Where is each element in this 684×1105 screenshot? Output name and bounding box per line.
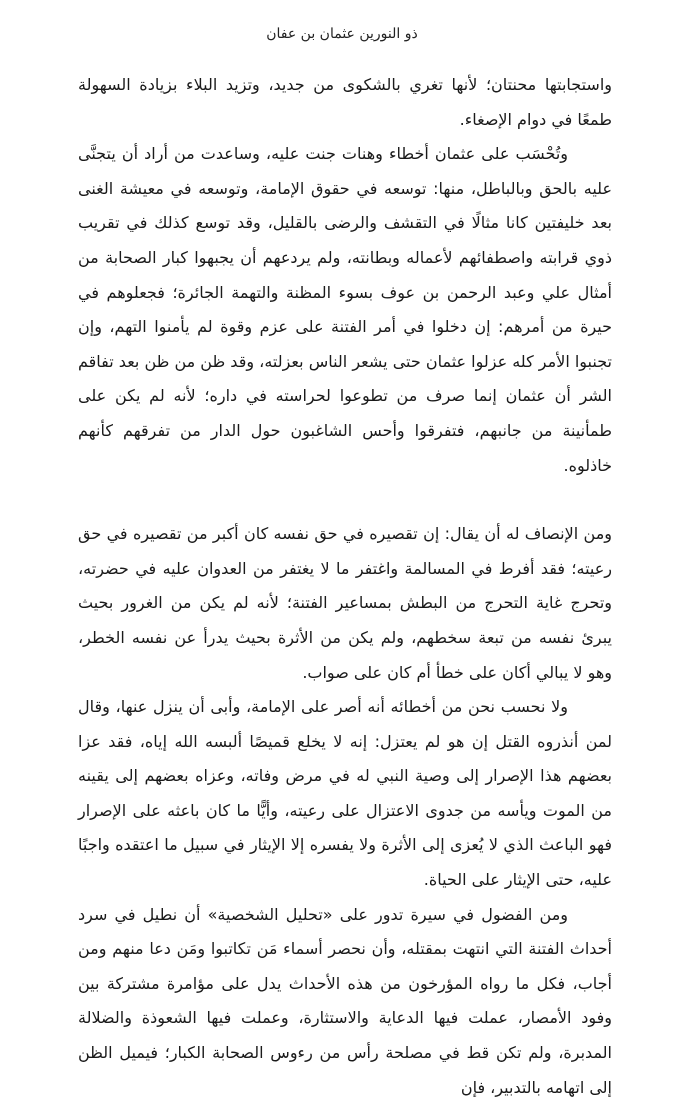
paragraph: واستجابتها محنتان؛ لأنها تغري بالشكوى من جديد، وتزيد البلاء بزيادة السهولة طمعًا في دوام الإصغاء. — [78, 75, 612, 129]
running-header: ذو النورين عثمان بن عفان — [266, 26, 418, 42]
paragraph: وتُحْسَب على عثمان أخطاء وهنات جنت عليه، وساعدت من أراد أن يتجنَّى عليه بالحق وبالباطل، منها: توسعه في حقوق الإمامة، وتوسعه في معيشة الغنى بعد خليفتين كانا مثالًا في التقشف والرضى بالقليل، وقد توسع كذلك في تقريب ذوي قرابته واصطفائهم لأعماله وبطانته، ولم يردعهم أن يجبهوا كبار الصحابة من أمثال علي وعبد الرحمن بن عوف بسوء المظنة والتهمة الجائرة؛ فجعلوهم في حيرة من أمرهم: إن دخلوا في أمر الفتنة على عزم وقوة لم يأمنوا التهم، وإن تجنبوا الأمر كله عزلوا عثمان حتى يشعر الناس بعزلته، وقد ظن من ظن بعد تفاقم الشر أن عثمان إنما صرف من تطوعوا لحراسته في داره؛ لأنه لم يكن على طمأنينة من جانبهم، فتفرقوا وأحس الشاغبون حول الدار من تفرقهم كأنهم خاذلوه. — [78, 144, 612, 475]
section-gap — [78, 483, 612, 517]
paragraph: ومن الإنصاف له أن يقال: إن تقصيره في حق نفسه كان أكبر من تقصيره في حق رعيته؛ فقد أفرط في المسالمة واغتفر ما لا يغتفر من العدوان عليه في حضرته، وتحرج غاية التحرج من البطش بمساعير الفتنة؛ لأنه لم يكن من الغرور بحيث يبرئ نفسه من تبعة سخطهم، ولم يكن من الأثرة بحيث يدرأ عن نفسه الخطر، وهو لا يبالي أكان على خطأ أم كان على صواب. — [78, 524, 612, 682]
paragraph: ومن الفضول في سيرة تدور على «تحليل الشخصية» أن نطيل في سرد أحداث الفتنة التي انتهت بمقتله، وأن نحصر أسماء مَن تكاتبوا ومَن دعا منهم ومن أجاب، فكل ما رواه المؤرخون من هذه الأحداث يدل على مؤامرة مشتركة بين وفود الأمصار، عملت فيها الدعاية والاستثارة، وعملت فيها الشعوذة والضلالة المدبرة، ولم تكن قط في مصلحة رأس من رءوس الصحابة الكبار؛ فيميل الظن إلى اتهامه بالتدبير، فإن — [78, 904, 612, 1097]
body-text — [78, 68, 612, 1105]
paragraph: ولا نحسب نحن من أخطائه أنه أصر على الإمامة، وأبى أن ينزل عنها، وقال لمن أنذروه القتل إن هو لم يعتزل: إنه لا يخلع قميصًا ألبسه الله إياه، فقد عزا بعضهم هذا الإصرار إلى وصية النبي له في مرض وفاته، وعزاه بعضهم إلى يقينه من الموت ويأسه من جدوى الاعتزال على رعيته، وأيًّا ما كان باعثه على الإصرار فهو الباعث الذي لا يُعزى إلى الأثرة ولا يفسره إلا الإيثار في سبيل ما اعتقده واجبًا عليه، حتى الإيثار على الحياة. — [78, 697, 612, 890]
